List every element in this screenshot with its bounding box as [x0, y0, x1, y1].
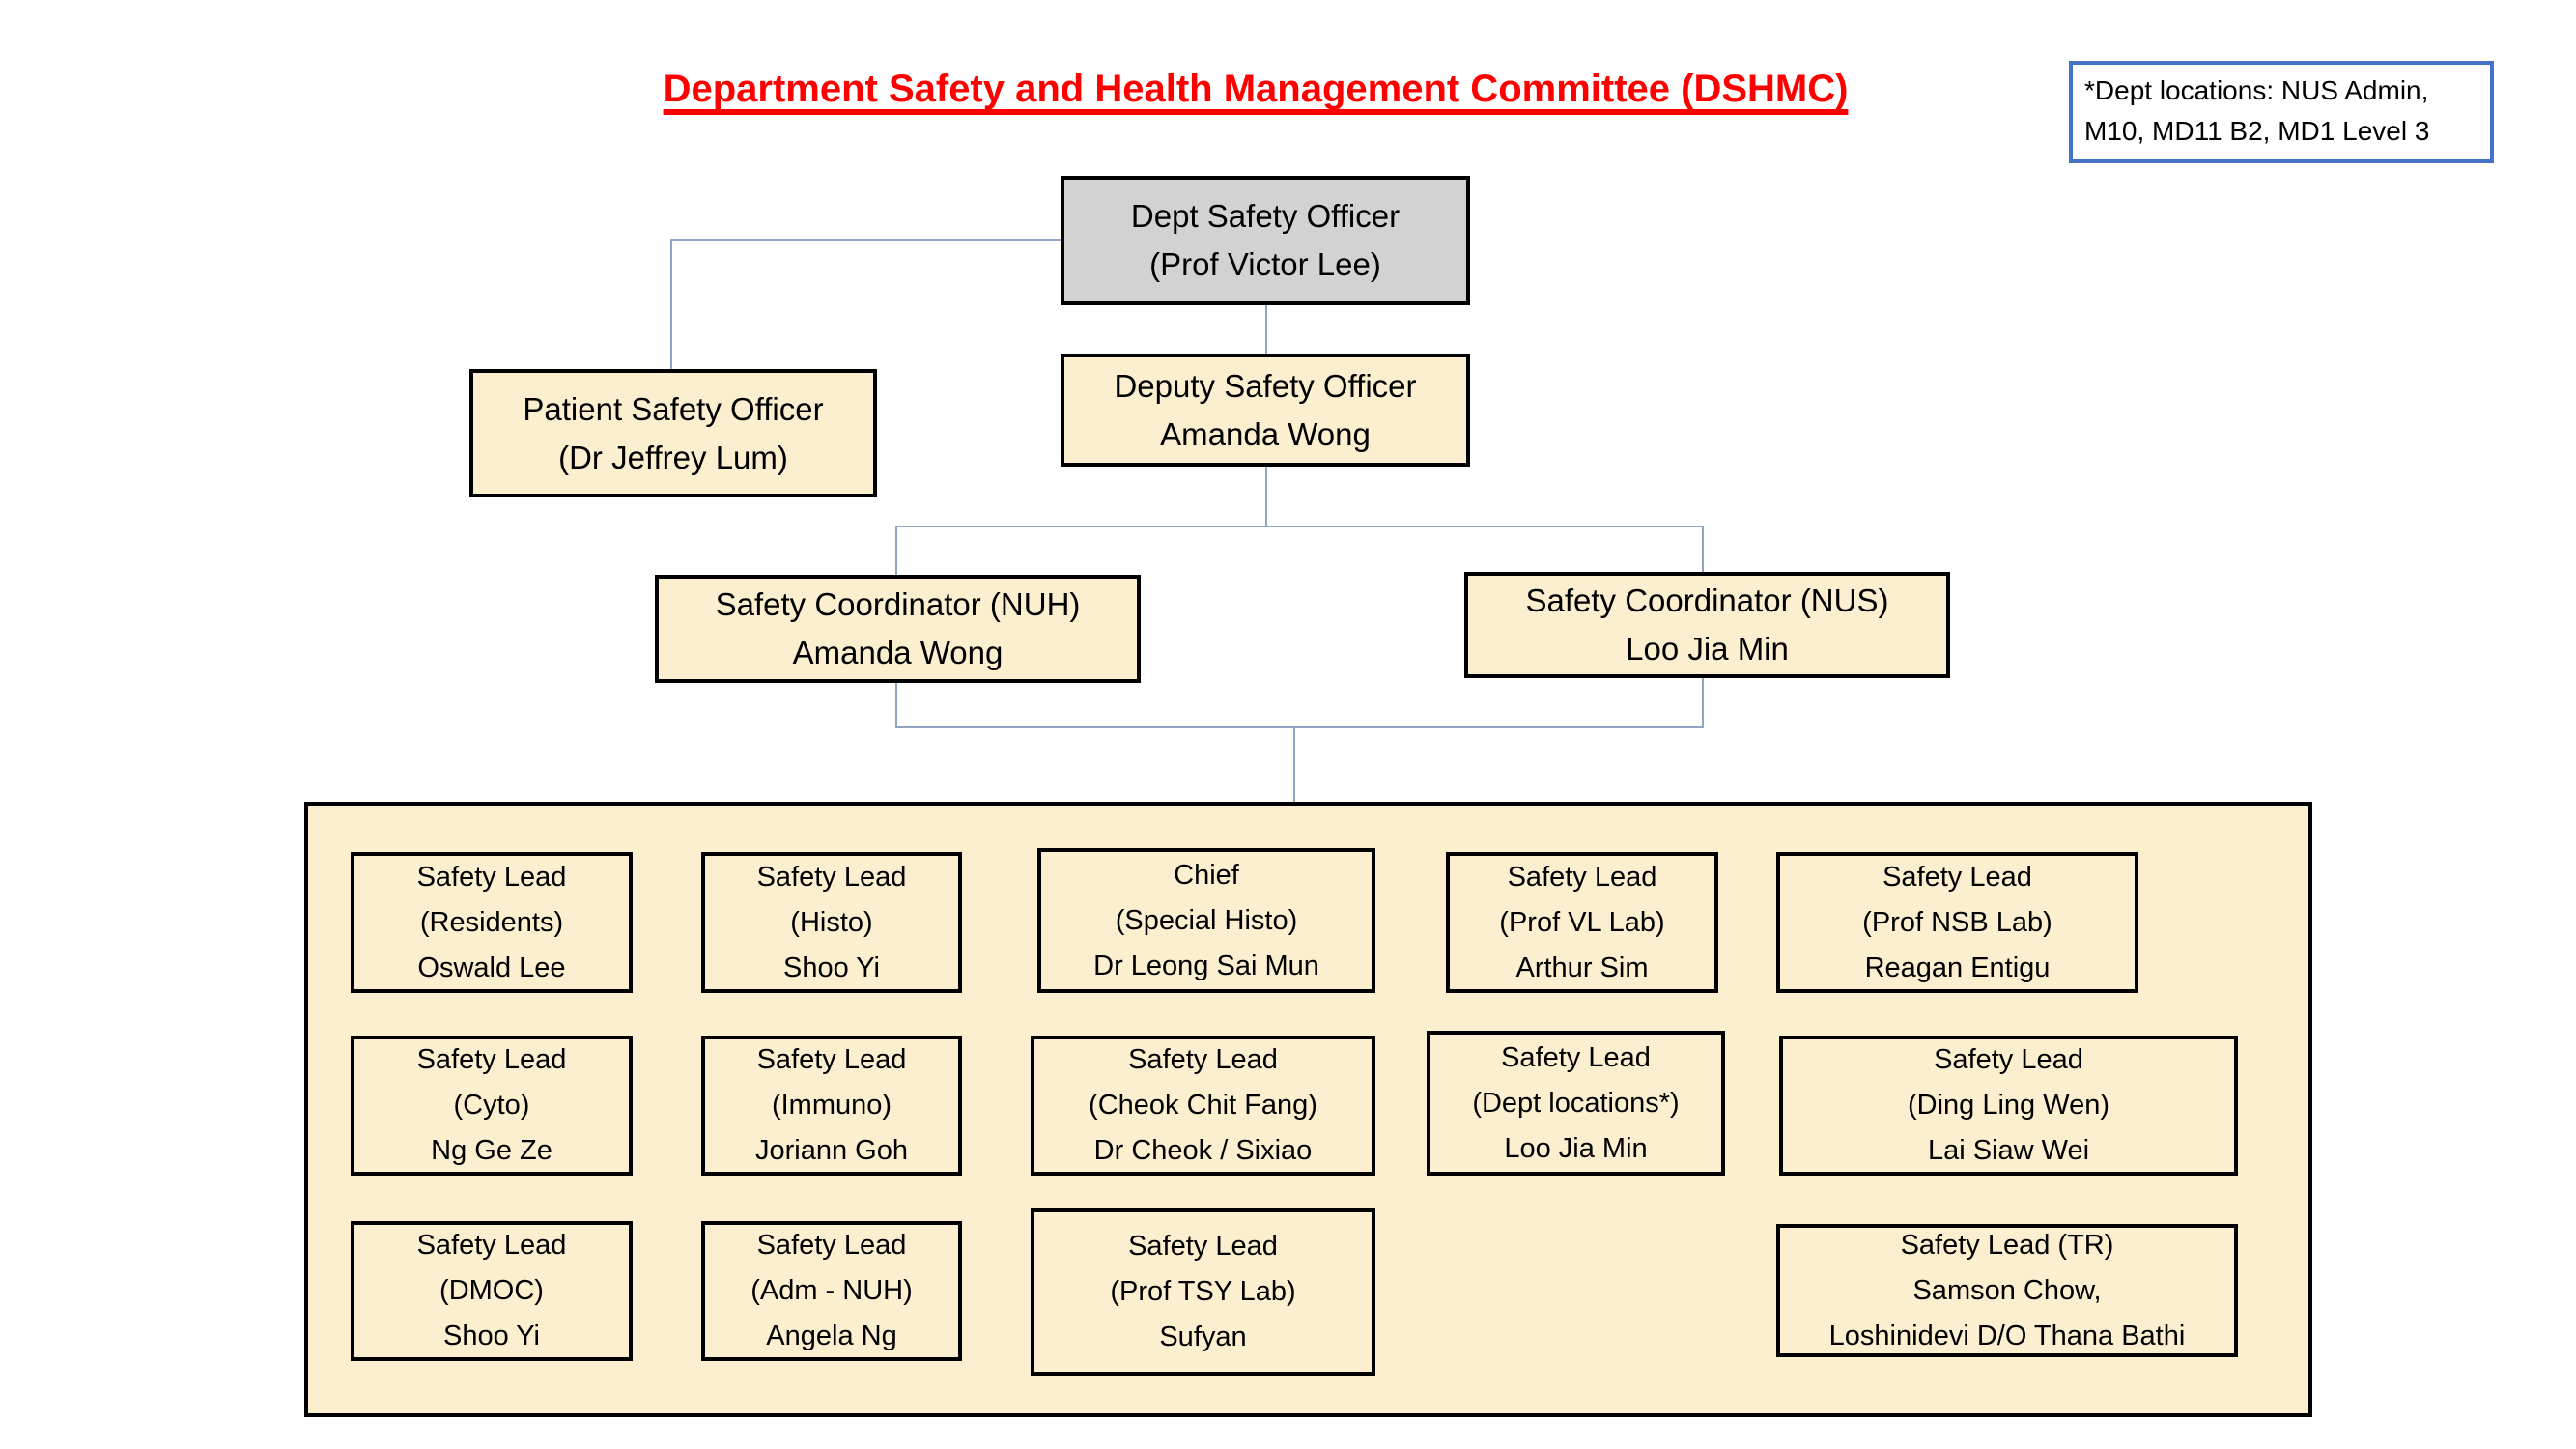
lead-line: (Ding Ling Wen) [1907, 1090, 2109, 1121]
lead-line: (Prof NSB Lab) [1862, 906, 2052, 938]
connector-nus-to-lower-bracket [1702, 675, 1704, 728]
safety-lead-box-residents [351, 852, 633, 993]
lead-line: Shoo Yi [783, 952, 880, 983]
person-label: Loo Jia Min [1626, 631, 1789, 667]
note-line-1: *Dept locations: NUS Admin, [2084, 75, 2429, 105]
lead-line: (Dept locations*) [1472, 1087, 1680, 1119]
lead-line: Ng Ge Ze [431, 1135, 552, 1166]
safety-lead-box-cheok-chit-fang [1031, 1036, 1375, 1176]
connector-nuh-to-lower-bracket [895, 679, 897, 728]
lead-line: (Adm - NUH) [750, 1275, 913, 1306]
lead-line: Safety Lead [416, 861, 567, 893]
lead-line: Lai Siaw Wei [1927, 1135, 2090, 1166]
org-node-safety-coordinator-nus [1464, 572, 1950, 678]
safety-lead-box-prof-vl-lab [1446, 852, 1718, 993]
connector-dso-to-deputy [1265, 305, 1267, 354]
lead-line: Shoo Yi [443, 1321, 540, 1351]
lead-line: Safety Lead [1882, 861, 2032, 893]
connector-dso-to-pso-horizontal [671, 239, 1061, 241]
safety-lead-box-adm-nuh [701, 1221, 962, 1361]
connector-deputy-to-bracket [1265, 467, 1267, 526]
lead-line: (Cyto) [453, 1090, 530, 1121]
lead-line: (Immuno) [771, 1090, 892, 1121]
org-node-patient-safety-officer [469, 369, 877, 497]
safety-lead-box-ding-ling-wen [1779, 1036, 2238, 1176]
lead-line: Safety Lead [756, 861, 907, 893]
connector-dso-to-pso-vertical [670, 239, 672, 369]
person-label: (Prof Victor Lee) [1149, 246, 1381, 282]
lead-line: Safety Lead [1128, 1231, 1278, 1262]
safety-lead-box-immuno [701, 1036, 962, 1176]
lead-line: Safety Lead (TR) [1900, 1229, 2114, 1261]
role-label: Dept Safety Officer [1130, 198, 1401, 234]
lead-line: Oswald Lee [417, 952, 566, 983]
lead-line: (DMOC) [439, 1275, 544, 1306]
lead-line: Dr Leong Sai Mun [1093, 950, 1319, 981]
safety-lead-box-cyto [351, 1036, 633, 1176]
safety-lead-box-histo [701, 852, 962, 993]
lead-line: Safety Lead [1501, 1041, 1651, 1073]
safety-lead-box-dept-locations [1427, 1031, 1725, 1176]
lead-line: Joriann Goh [755, 1135, 908, 1166]
lead-line: Safety Lead [1934, 1044, 2083, 1075]
page-title: Department Safety and Health Management Committee (DSHMC) [663, 68, 1849, 110]
org-node-dept-safety-officer [1061, 176, 1470, 305]
safety-lead-box-tr [1776, 1224, 2238, 1357]
lead-line: Dr Cheok / Sixiao [1093, 1135, 1313, 1166]
lead-line: (Cheok Chit Fang) [1089, 1090, 1317, 1121]
org-node-deputy-safety-officer [1061, 354, 1470, 467]
role-label: Safety Coordinator (NUH) [715, 586, 1081, 622]
role-label: Patient Safety Officer [523, 390, 824, 427]
lead-line: Reagan Entigu [1864, 952, 2051, 983]
person-label: Amanda Wong [792, 635, 1004, 670]
safety-lead-box-prof-tsy-lab [1031, 1208, 1375, 1376]
lead-line: (Special Histo) [1115, 904, 1298, 936]
safety-lead-box-prof-nsb-lab [1776, 852, 2138, 993]
role-label: Deputy Safety Officer [1114, 367, 1417, 404]
connector-top-bracket-horizontal [895, 526, 1704, 527]
lead-line: Chief [1174, 859, 1239, 891]
note-line-2: M10, MD11 B2, MD1 Level 3 [2084, 116, 2430, 146]
connector-bracket-to-nuh [895, 526, 897, 577]
lead-line: (Residents) [419, 906, 564, 938]
dept-locations-note [2069, 61, 2494, 163]
lead-line: Arthur Sim [1515, 952, 1649, 983]
lead-line: Loo Jia Min [1504, 1132, 1648, 1164]
lead-line: (Prof TSY Lab) [1110, 1276, 1296, 1307]
lead-line: Sufyan [1159, 1321, 1247, 1352]
lead-line: Loshinidevi D/O Thana Bathi [1828, 1320, 2186, 1351]
lead-line: Safety Lead [756, 1230, 907, 1261]
org-node-safety-coordinator-nuh [655, 575, 1141, 683]
connector-lower-bracket-horizontal [895, 726, 1704, 728]
lead-line: (Prof VL Lab) [1499, 906, 1665, 938]
lead-line: Safety Lead [416, 1230, 567, 1261]
connector-bracket-to-nus [1702, 526, 1704, 574]
chief-box-special-histo [1037, 848, 1375, 993]
lead-line: Samson Chow, [1912, 1274, 2102, 1306]
role-label: Safety Coordinator (NUS) [1525, 582, 1889, 618]
lead-line: Safety Lead [1507, 861, 1657, 893]
person-label: Amanda Wong [1160, 415, 1371, 452]
safety-leads-container [304, 802, 2312, 1417]
lead-line: Safety Lead [416, 1044, 567, 1075]
lead-line: (Histo) [790, 906, 873, 938]
lead-line: Angela Ng [766, 1321, 897, 1351]
connector-bracket-to-leads-container [1293, 726, 1295, 804]
lead-line: Safety Lead [1128, 1044, 1278, 1075]
safety-lead-box-dmoc [351, 1221, 633, 1361]
person-label: (Dr Jeffrey Lum) [558, 439, 788, 475]
lead-line: Safety Lead [756, 1044, 907, 1075]
